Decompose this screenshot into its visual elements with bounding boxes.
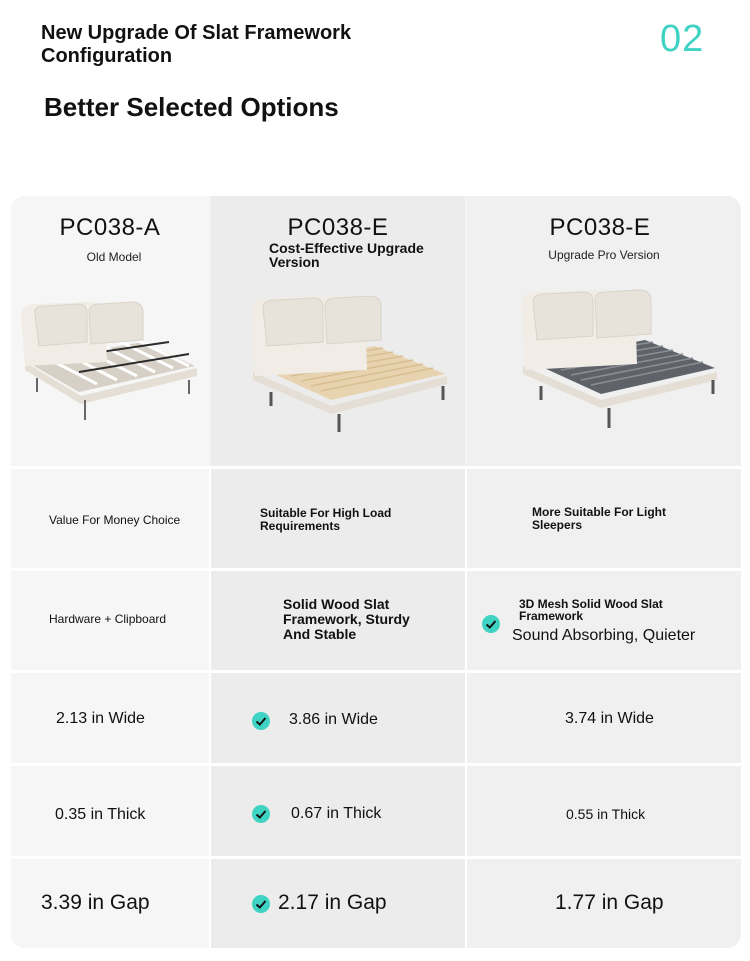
gap-cell: 2.17 in Gap bbox=[278, 891, 387, 914]
model-code: PC038-A bbox=[59, 214, 161, 241]
model-label: Upgrade Pro Version bbox=[548, 248, 660, 262]
check-icon bbox=[482, 615, 500, 633]
material-cell: Solid Wood Slat Framework, Sturdy And Stable bbox=[283, 596, 410, 642]
divider bbox=[465, 468, 467, 948]
check-icon bbox=[252, 805, 270, 823]
divider bbox=[11, 568, 741, 571]
thickness-cell: 0.55 in Thick bbox=[566, 806, 646, 822]
thickness-cell: 0.67 in Thick bbox=[291, 805, 382, 822]
divider bbox=[11, 466, 741, 469]
bed-image-gray-slats bbox=[517, 288, 721, 434]
width-cell: 3.86 in Wide bbox=[289, 711, 378, 728]
page-title: New Upgrade Of Slat Framework Configuration bbox=[41, 22, 352, 67]
bed-image-white-slats bbox=[19, 296, 199, 421]
check-icon bbox=[252, 712, 270, 730]
check-icon bbox=[252, 895, 270, 913]
divider bbox=[11, 856, 741, 859]
divider bbox=[209, 468, 211, 948]
gap-cell: 3.39 in Gap bbox=[41, 891, 150, 914]
width-cell: 3.74 in Wide bbox=[565, 710, 654, 727]
model-label: Old Model bbox=[86, 250, 142, 264]
divider bbox=[11, 763, 741, 766]
bed-image-wood-slats bbox=[247, 296, 451, 436]
model-code: PC038-E bbox=[549, 214, 651, 241]
model-code: PC038-E bbox=[287, 214, 389, 241]
material-cell: Hardware + Clipboard bbox=[49, 612, 167, 626]
positioning-cell: Suitable For High Load Requirements bbox=[260, 506, 392, 533]
section-number: 02 bbox=[660, 18, 705, 60]
subtitle: Better Selected Options bbox=[44, 92, 339, 122]
width-cell: 2.13 in Wide bbox=[56, 710, 145, 727]
model-label: Cost-Effective Upgrade Version bbox=[269, 240, 424, 270]
material-cell: Sound Absorbing, Quieter bbox=[512, 627, 696, 644]
comparison-table bbox=[11, 196, 741, 948]
positioning-cell: Value For Money Choice bbox=[49, 513, 181, 527]
divider bbox=[11, 670, 741, 673]
positioning-cell: More Suitable For Light Sleepers bbox=[532, 505, 666, 532]
thickness-cell: 0.35 in Thick bbox=[55, 806, 146, 823]
gap-cell: 1.77 in Gap bbox=[555, 891, 664, 914]
material-cell: 3D Mesh Solid Wood Slat Framework bbox=[519, 597, 663, 623]
